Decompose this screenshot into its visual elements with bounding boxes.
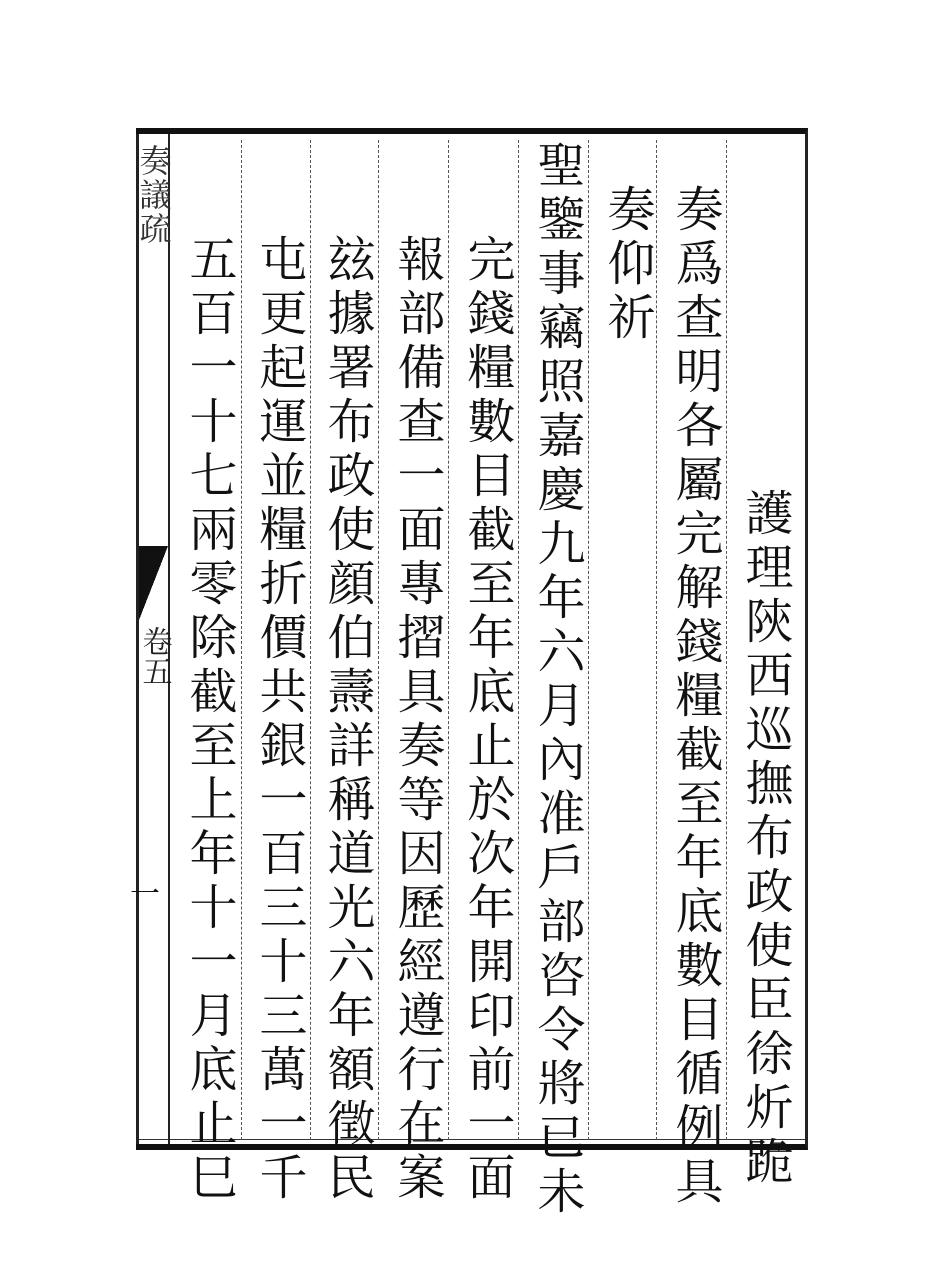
text-column-8: 屯更起運並糧折價共銀一百三十三萬一千: [251, 234, 307, 1206]
text-column-6: 報部備查一面專摺具奏等因歷經遵行在案: [389, 234, 445, 1206]
text-column-2: 奏爲查明各屬完解錢糧截至年底數目循例具: [667, 184, 723, 1210]
column-rule: [448, 140, 449, 1140]
margin-juan: 卷五: [136, 626, 172, 686]
column-rule: [656, 140, 657, 1140]
margin-page-number: 一: [130, 877, 160, 912]
text-column-9: 五百一十七兩零除截至上年十一月底止巳: [181, 234, 237, 1206]
text-column-1: 護理陝西巡撫布政使臣徐炘跪: [737, 488, 793, 1190]
column-rule: [378, 140, 379, 1140]
column-rule: [726, 140, 727, 1140]
fishtail-mark: [139, 546, 168, 620]
text-column-4: 聖鑒事竊照嘉慶九年六月內准戶部咨令將已未: [529, 140, 585, 1220]
text-column-3: 奏仰祈: [599, 184, 655, 346]
text-column-5: 完錢糧數目截至年底止於次年開印前一面: [459, 234, 515, 1206]
column-rule: [310, 140, 311, 1140]
text-column-7: 玆據署布政使顔伯燾詳稱道光六年額徵民: [319, 234, 375, 1206]
margin-title: 奏議疏: [134, 144, 173, 246]
column-rule: [588, 140, 589, 1140]
column-rule: [241, 140, 242, 1140]
column-rule: [518, 140, 519, 1140]
block-heart-margin: [134, 134, 173, 1144]
